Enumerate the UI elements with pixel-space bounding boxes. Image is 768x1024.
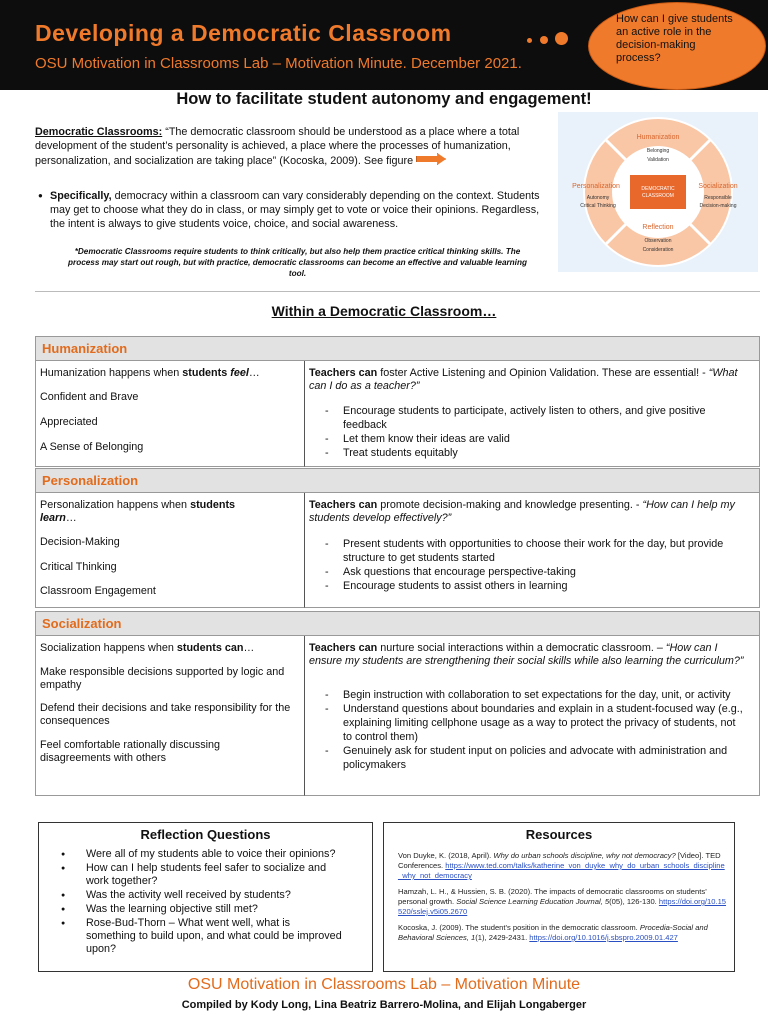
- tagline: How to facilitate student autonomy and engagement!: [176, 90, 592, 108]
- humanization-right-cell: [305, 361, 760, 467]
- resources-title: Resources: [525, 827, 593, 842]
- lead-ellipsis: …: [243, 642, 255, 654]
- list-item: - Understand questions about boundaries and explain in a student-focused way (e.g., explaining limiting cellphone usage as a way to protect the privacy of students, not to control them): [305, 702, 745, 744]
- socialization-item: Make responsible decisions supported by logic and empathy: [40, 666, 285, 691]
- reflection-title: Reflection Questions: [140, 827, 271, 842]
- socialization-item: Feel comfortable rationally discussing disagreements with others: [40, 739, 221, 764]
- definition-label: Democratic Classrooms:: [35, 126, 163, 138]
- center-label-1: DEMOCRATIC: [641, 186, 675, 192]
- humanization-lead: [40, 367, 300, 380]
- lead-bold-italic: feel: [230, 367, 249, 379]
- lead-bold-italic: learn: [40, 512, 66, 524]
- list-item: - Present students with opportunities to choose their work for the day, but provide structure to get students started: [305, 537, 745, 565]
- personalization-item: Decision-Making: [40, 536, 120, 548]
- lead-ellipsis: …: [248, 367, 260, 379]
- ref-italic: Social Science Learning Education Journal, 5: [456, 897, 610, 906]
- decorative-dot: [555, 32, 568, 45]
- teacher-text: foster Active Listening and Opinion Validation. These are essential! -: [377, 367, 709, 379]
- humanization-left-cell: [35, 361, 305, 467]
- teachers-can-label: Teachers can: [309, 367, 378, 379]
- democratic-classroom-figure: [558, 112, 758, 272]
- reference-link[interactable]: https://doi.org/10.1016/j.sbspro.2009.01.427: [529, 933, 678, 942]
- critical-thinking-note: *Democratic Classrooms require students to think critically, but also help them practice critical thinking skills. The process may start out rough, but with practice, democratic classrooms can become an effective and valuable learning tool.: [68, 247, 527, 278]
- header-subtitle: OSU Motivation in Classrooms Lab – Motivation Minute. December 2021.: [35, 55, 522, 72]
- personalization-item: Critical Thinking: [40, 561, 117, 573]
- section-divider: [35, 291, 760, 292]
- teachers-can-label: Teachers can: [309, 642, 378, 654]
- personalization-title: Personalization: [572, 183, 620, 190]
- personalization-line-2: Critical Thinking: [580, 203, 616, 209]
- socialization-teacher-text: [309, 642, 749, 668]
- ref-italic: Why do urban schools discipline, why not democracy?: [493, 851, 676, 860]
- socialization-bullets: [305, 688, 745, 772]
- reference-link[interactable]: https://www.ted.com/talks/katherine_von_duyke_why_do_urban_schools_discipline_why_not_democracy: [398, 861, 725, 880]
- humanization-teacher-text: [309, 367, 749, 393]
- socialization-lead: [40, 642, 300, 655]
- ref-text: (1), 2429-2431.: [475, 933, 530, 942]
- reflection-box: [38, 822, 373, 972]
- reflection-line-1: Observation: [644, 238, 672, 244]
- teacher-quote: “How can I help my students develop effectively?”: [309, 499, 735, 524]
- list-item: ● Were all of my students able to voice their opinions?: [39, 848, 342, 861]
- list-item: ● Was the activity well received by students?: [39, 889, 342, 902]
- ref-text: Von Duyke, K. (2018, April).: [398, 851, 494, 860]
- footer-lab-name: OSU Motivation in Classrooms Lab – Motivation Minute: [187, 976, 581, 993]
- personalization-line-1: Autonomy: [586, 195, 610, 201]
- reflection-title: Reflection: [642, 224, 674, 231]
- within-title: Within a Democratic Classroom…: [271, 303, 497, 319]
- socialization-left-cell: [35, 636, 305, 796]
- teacher-quote: “How can I ensure my students are strengthening their social skills while also learning the curriculum?”: [309, 642, 744, 667]
- decorative-dot: [540, 36, 548, 44]
- humanization-heading: Humanization: [35, 336, 760, 361]
- lead-text: Personalization happens when: [40, 499, 191, 511]
- personalization-left-cell: [35, 493, 305, 608]
- figure-diagram: [558, 112, 758, 272]
- decorative-dot: [527, 38, 532, 43]
- socialization-title: Socialization: [698, 183, 738, 190]
- personalization-heading: Personalization: [35, 468, 760, 493]
- list-item: - Encourage students to assist others in learning: [305, 579, 745, 593]
- list-item: - Begin instruction with collaboration to set expectations for the day, unit, or activity: [305, 688, 745, 702]
- personalization-item: Classroom Engagement: [40, 585, 156, 597]
- teacher-quote: “What can I do as a teacher?”: [309, 367, 738, 392]
- humanization-bullets: [305, 404, 745, 460]
- lead-text: Humanization happens when: [40, 367, 183, 379]
- bullet-bold: Specifically,: [50, 190, 112, 202]
- ref-text: (05), 126-130.: [609, 897, 659, 906]
- list-item: - Encourage students to participate, actively listen to others, and give positive feedback: [305, 404, 745, 432]
- reference-item: [398, 923, 728, 943]
- lead-bold: students can: [176, 642, 244, 654]
- socialization-right-cell: [305, 636, 760, 796]
- teachers-can-label: Teachers can: [309, 499, 378, 511]
- intro-paragraph: [35, 125, 550, 168]
- list-item: ● Was the learning objective still met?: [39, 903, 342, 916]
- socialization-heading: Socialization: [35, 611, 760, 636]
- reference-link[interactable]: https://doi.org/10.15520/sslej.v5i05.2670: [398, 897, 727, 916]
- ref-italic: Procedia-Social and Behavioral Sciences, 1: [398, 923, 708, 942]
- socialization-item: Defend their decisions and take responsibility for the consequences: [40, 702, 291, 727]
- resources-box: [383, 822, 735, 972]
- center-box: [630, 175, 686, 209]
- reference-item: [398, 851, 728, 881]
- personalization-right-cell: [305, 493, 760, 608]
- personalization-bullets: [305, 537, 745, 593]
- humanization-line-2: Validation: [647, 157, 669, 163]
- reflection-list: [39, 848, 372, 956]
- lead-bold: students: [182, 367, 231, 379]
- bullet-text: democracy within a classroom can vary considerably depending on the context. Students may get to choose what they do in class, or may simply get to vote or voice their opinions. Regardless, the intent is always to give students voice, choice, and social awareness.: [50, 190, 540, 230]
- definition-text: “The democratic classroom should be understood as a place where a total development of the student’s personality is achieved, a place where the processes of humanization, personalization, and socialization are taking place” (Kocoska, 2009). See figure: [35, 126, 520, 167]
- arrow-right-icon: [416, 153, 446, 165]
- humanization-item: Appreciated: [40, 416, 98, 428]
- resources-list: [398, 851, 728, 943]
- socialization-line-2: Decision-making: [699, 203, 737, 209]
- list-item: - Genuinely ask for student input on policies and advocate with administration and policymakers: [305, 744, 745, 772]
- ref-text: Hamzah, L. H., & Hussien, S. B. (2020). The impacts of democratic classrooms on students’ personal growth.: [398, 887, 707, 906]
- humanization-title: Humanization: [636, 134, 680, 141]
- list-item: ● How can I help students feel safer to socialize and work together?: [39, 862, 342, 888]
- list-item: ● Rose-Bud-Thorn – What went well, what is something to build upon, and what could be improved upon?: [39, 917, 342, 956]
- personalization-teacher-text: [309, 499, 749, 525]
- list-item: - Let them know their ideas are valid: [305, 432, 745, 446]
- lead-text: Socialization happens when: [40, 642, 177, 654]
- specifically-bullet: [50, 189, 550, 231]
- humanization-item: Confident and Brave: [40, 391, 139, 403]
- page-title: Developing a Democratic Classroom: [35, 20, 452, 46]
- center-label-2: CLASSROOM: [642, 193, 674, 199]
- humanization-item: A Sense of Belonging: [40, 441, 144, 453]
- personalization-lead: [40, 499, 300, 525]
- reference-item: [398, 887, 728, 917]
- teacher-text: promote decision-making and knowledge presenting. -: [377, 499, 643, 511]
- list-item: - Ask questions that encourage perspective-taking: [305, 565, 745, 579]
- teacher-text: nurture social interactions within a democratic classroom. –: [377, 642, 666, 654]
- ref-text: [Video]. TED Conferences.: [398, 851, 721, 870]
- lead-bold: students: [190, 499, 236, 511]
- socialization-line-1: Responsible: [704, 195, 732, 201]
- list-item: - Treat students equitably: [305, 446, 745, 460]
- thought-bubble-text: How can I give students an active role in the decision-making process?: [616, 13, 733, 64]
- reflection-line-2: Consideration: [642, 247, 674, 253]
- ref-text: Kocoska, J. (2009). The student's position in the democratic classroom.: [398, 923, 640, 932]
- lead-ellipsis: …: [65, 512, 77, 524]
- humanization-line-1: Belonging: [646, 148, 670, 154]
- footer-authors: Compiled by Kody Long, Lina Beatriz Barrero-Molina, and Elijah Longaberger: [181, 999, 587, 1011]
